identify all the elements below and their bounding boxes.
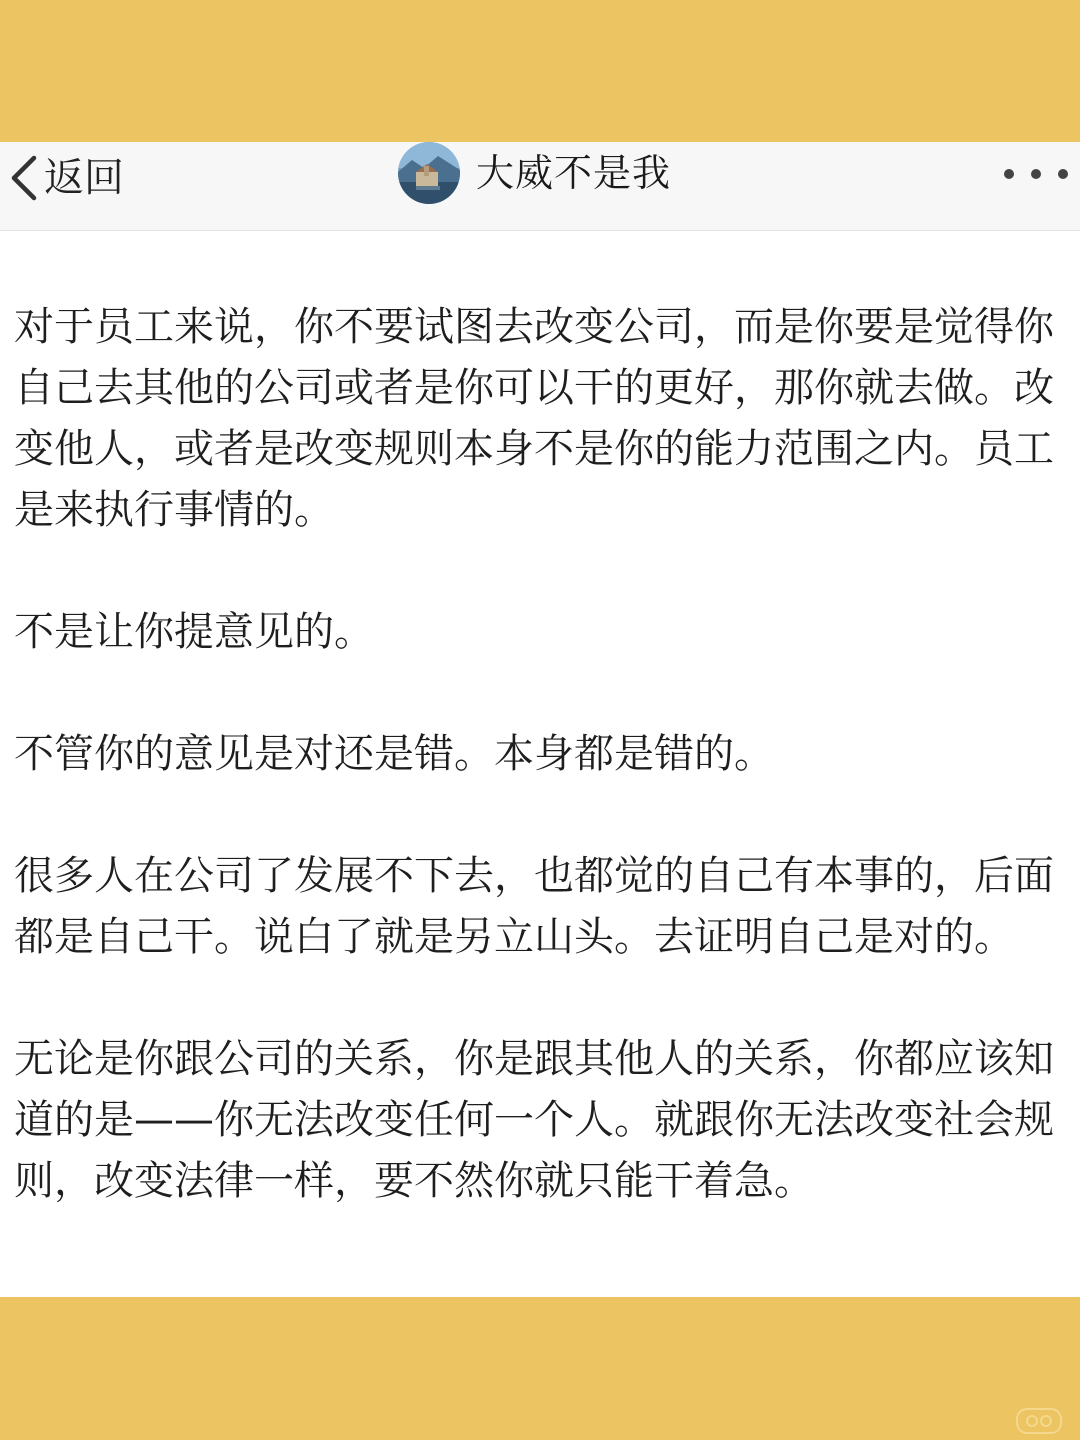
paragraph-3: 不管你的意见是对还是错。本身都是错的。 (14, 731, 774, 777)
paragraph-2: 不是让你提意见的。 (14, 609, 374, 655)
back-button[interactable] (6, 148, 124, 208)
author-name[interactable]: 大威不是我 (476, 151, 672, 195)
paragraph-4: 很多人在公司了发展不下去，也都觉的自己有本事的，后面都是自己干。说白了就是另立山头。去证明自己是对的。 (14, 853, 1054, 960)
paragraph-1: 对于员工来说，你不要试图去改变公司，而是你要是觉得你自己去其他的公司或者是你可以干的更好，那你就去做。改变他人，或者是改变规则本身不是你的能力范围之内。员工是来执行事情的。 (14, 304, 1054, 533)
more-dot (1058, 169, 1068, 179)
author-profile[interactable] (398, 142, 671, 204)
chevron-left-icon (6, 152, 42, 204)
more-dot (1031, 169, 1041, 179)
more-dot (1004, 169, 1014, 179)
avatar[interactable] (398, 142, 460, 204)
more-icon[interactable] (1004, 158, 1068, 190)
top-background-band (0, 0, 1080, 142)
paragraph-5: 无论是你跟公司的关系，你是跟其他人的关系，你都应该知道的是——你无法改变任何一个人。就跟你无法改变社会规则，改变法律一样，要不然你就只能干着急。 (14, 1036, 1054, 1204)
back-label: 返回 (44, 155, 124, 201)
post-card (0, 142, 1080, 1297)
nav-bar (0, 142, 1080, 231)
post-content (14, 297, 1054, 1212)
watermark-logo (1016, 1406, 1062, 1436)
bottom-background-band (0, 1297, 1080, 1440)
